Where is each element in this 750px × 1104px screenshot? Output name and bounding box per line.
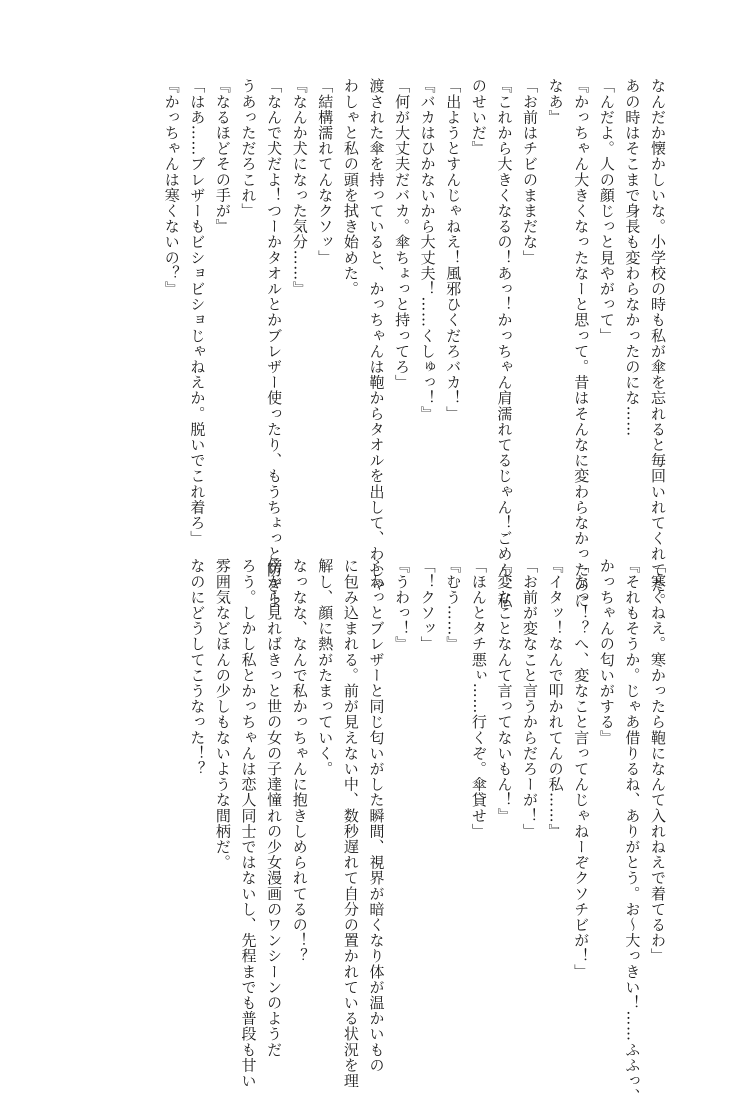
text-line: のせいだ』 [469, 78, 488, 156]
text-line: あの時はそこまで身長も変わらなかったのにな…… [623, 78, 642, 437]
text-line: 「はあ……ブレザーもビショビショじゃねえか。脱いでこれ着ろ」 [188, 78, 207, 546]
text-line: 『なるほどその手が』 [213, 78, 232, 234]
text-line: なのにどうしてこうなった！？ [188, 558, 207, 777]
text-line: 『これから大きくなるの！あっ！かっちゃん肩濡れてるじゃん！ごめん、私 [495, 78, 514, 609]
text-line: 雰囲気などほんの少しもないような間柄だ。 [213, 558, 232, 870]
text-line: 「寒くねえ。寒かったら鞄になんて入れねえで着てるわ」 [649, 558, 667, 964]
text-line: 「なんで犬だよ！つーかタオルとかブレザー使ったり、もうちょっと防ぎよ [265, 78, 284, 609]
text-line: 「お前が変なこと言うからだろーが！」 [521, 558, 540, 839]
text-line: 「出ようとすんじゃねえ！風邪ひくだろバカ！」 [444, 78, 463, 422]
text-line: うあっただろこれ」 [239, 78, 258, 219]
lower-text-block [184, 558, 670, 1104]
text-line: 解し、顔に熱がたまっていく。 [316, 558, 335, 777]
text-line: 『なんか犬になった気分……』 [290, 78, 309, 297]
text-line: 『うわっ！』 [393, 558, 412, 652]
text-line: ろう。しかし私とかっちゃんは恋人同士ではないし、先程までも普段も甘い [239, 558, 258, 1089]
text-line: 『かっちゃん大きくなったなーと思って。昔はそんなに変わらなかったのに [572, 78, 591, 609]
text-line: 「お前はチビのままだな」 [521, 78, 540, 266]
text-line: 『バカはひかないから大丈夫！……くしゅっ！』 [418, 78, 437, 422]
text-line: なっなな、なんで私かっちゃんに抱きしめられてるの！？ [290, 558, 309, 964]
text-line: 「何が大丈夫だバカ。傘ちょっと持ってろ」 [393, 78, 412, 390]
text-line: 「んだよ。人の顔じっと見やがって」 [597, 78, 616, 344]
text-line: 『かっちゃんは寒くないの？』 [162, 78, 181, 297]
text-line: ふわっとブレザーと同じ匂いがした瞬間、視界が暗くなり体が温かいもの [367, 558, 386, 1073]
text-line: 「結構濡れてんなクソッ」 [316, 78, 335, 266]
text-line: に包み込まれる。前が見えない中、数秒遅れて自分の置かれている状況を理 [341, 558, 360, 1089]
text-line: なあ』 [546, 78, 565, 125]
text-line: 『それもそうか。じゃあ借りるね、ありがとう。お～大っきい！……ふふっ、 [623, 558, 642, 1104]
text-line: 「なっ！？へ、変なこと言ってんじゃねーぞクソチビが！」 [572, 558, 591, 980]
text-line: 『変なことなんて言ってないもん！』 [495, 558, 514, 824]
text-line: 「ほんとタチ悪ぃ……行くぞ。傘貸せ」 [469, 558, 488, 839]
text-line: なんだか懐かしいな。小学校の時も私が傘を忘れると毎回いれてくれてた。 [649, 78, 667, 609]
text-line: 『イタッ！なんで叩かれてんの私……』 [546, 558, 565, 839]
text-line: わしゃと私の頭を拭き始めた。 [341, 78, 360, 297]
text-line: 「！クソッ」 [418, 558, 437, 652]
text-line: かっちゃんの匂いがする』 [597, 558, 616, 746]
text-line: 『むう……』 [444, 558, 463, 652]
text-line: 渡された傘を持っていると、かっちゃんは鞄からタオルを出して、わしゃ [367, 78, 386, 593]
text-line: 傍から見ればきっと世の女の子達憧れの少女漫画のワンシーンのようだ [265, 558, 284, 1058]
